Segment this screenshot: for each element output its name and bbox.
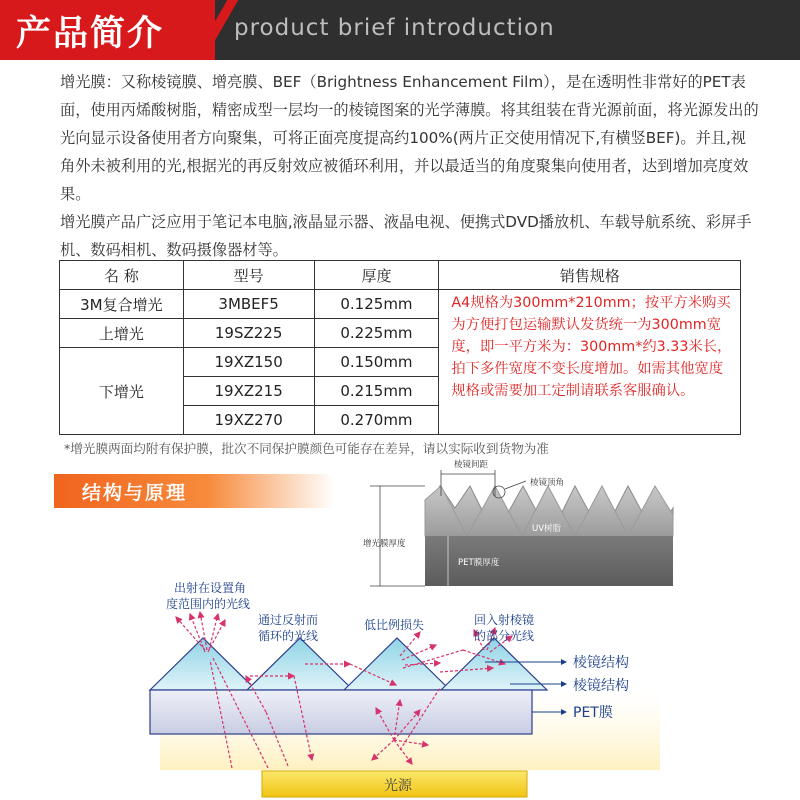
return-label	[474, 612, 538, 643]
uv-label: UV树脂	[532, 524, 562, 534]
header-model: 型号	[183, 261, 314, 290]
apex-label: 棱镜顶角	[530, 478, 565, 488]
recycle-label-line: 循环的光线	[258, 629, 319, 643]
cell-name: 下增光	[60, 348, 184, 435]
prism-4	[441, 638, 547, 690]
cell-model: 19SZ225	[183, 319, 314, 348]
prism-label-2: 棱镜结构	[573, 678, 629, 694]
cell-name: 3M复合增光	[60, 290, 184, 319]
cell-model: 19XZ270	[183, 406, 314, 435]
loss-label: 低比例损失	[364, 618, 425, 632]
section-title: 结构与原理	[82, 482, 188, 504]
intro-paragraph-2: 增光膜产品广泛应用于笔记本电脑,液晶显示器、液晶电视、便携式DVD播放机、车载导航系统、彩屏手机、数码相机、数码摄像器材等。	[60, 213, 752, 259]
prism-label-1: 棱镜结构	[573, 655, 629, 671]
cell-thickness: 0.215mm	[314, 377, 439, 406]
recycle-label-line: 通过反射而	[258, 613, 319, 627]
pet-film-bar	[150, 690, 532, 734]
film-thickness-label: 增光膜厚度	[363, 539, 406, 549]
pet-film-label: PET膜	[573, 705, 613, 721]
intro-paragraph-1: 增光膜：又称棱镜膜、增亮膜、BEF（Brightness Enhancement Film），是在透明性非常好的PET表面，使用丙烯酸树脂，精密成型一层均一的棱镜图案的光学薄膜。将其组装在背光源前面，将光源发出的光向显示设备使用者方向聚集，可将正面亮度提高约100%(两片正交使用情况下,有横竖BEF)。并且,视角外未被利用的光,根据光的再反射效应被循环利用，并以最适当的角度聚集向使用者，达到增加亮度效果。	[60, 73, 759, 203]
light-source-label: 光源	[384, 778, 412, 794]
cell-thickness: 0.125mm	[314, 290, 439, 319]
recycle-label	[258, 612, 322, 643]
header-sales: 销售规格	[439, 261, 741, 290]
cell-name: 上增光	[60, 319, 184, 348]
cell-thickness: 0.150mm	[314, 348, 439, 377]
cell-thickness: 0.225mm	[314, 319, 439, 348]
pet-thickness-label: PET膜厚度	[458, 558, 500, 568]
cell-thickness: 0.270mm	[314, 406, 439, 435]
emit-label	[166, 580, 250, 611]
return-label-line: 回入射棱镜	[474, 613, 535, 627]
header-thickness: 厚度	[314, 261, 439, 290]
emit-label-line: 度范围内的光线	[166, 597, 251, 611]
principle-diagram	[150, 580, 660, 797]
cell-model: 3MBEF5	[183, 290, 314, 319]
emit-label-line: 出射在设置角	[174, 581, 247, 595]
cell-model: 19XZ150	[183, 348, 314, 377]
footnote: *增光膜两面均附有保护膜，批次不同保护膜颜色可能存在差异，请以实际收到货物为准	[64, 441, 549, 456]
header-name: 名 称	[60, 261, 184, 290]
sales-note: A4规格为300mm*210mm；按平方米购买为方便打包运输默认发货统一为300mm宽度，即一平方米为：300mm*约3.33米长，拍下多件宽度不变长度增加。如需其他宽度规格或需要加工定制请联系客服确认。	[439, 290, 741, 435]
cross-section-diagram	[363, 459, 673, 586]
cell-model: 19XZ215	[183, 377, 314, 406]
pitch-label: 棱镜间距	[454, 460, 489, 470]
return-label-line: 的部分光线	[474, 629, 535, 643]
page-title: 产品简介	[16, 14, 165, 54]
page-subtitle: product brief introduction	[234, 15, 555, 41]
